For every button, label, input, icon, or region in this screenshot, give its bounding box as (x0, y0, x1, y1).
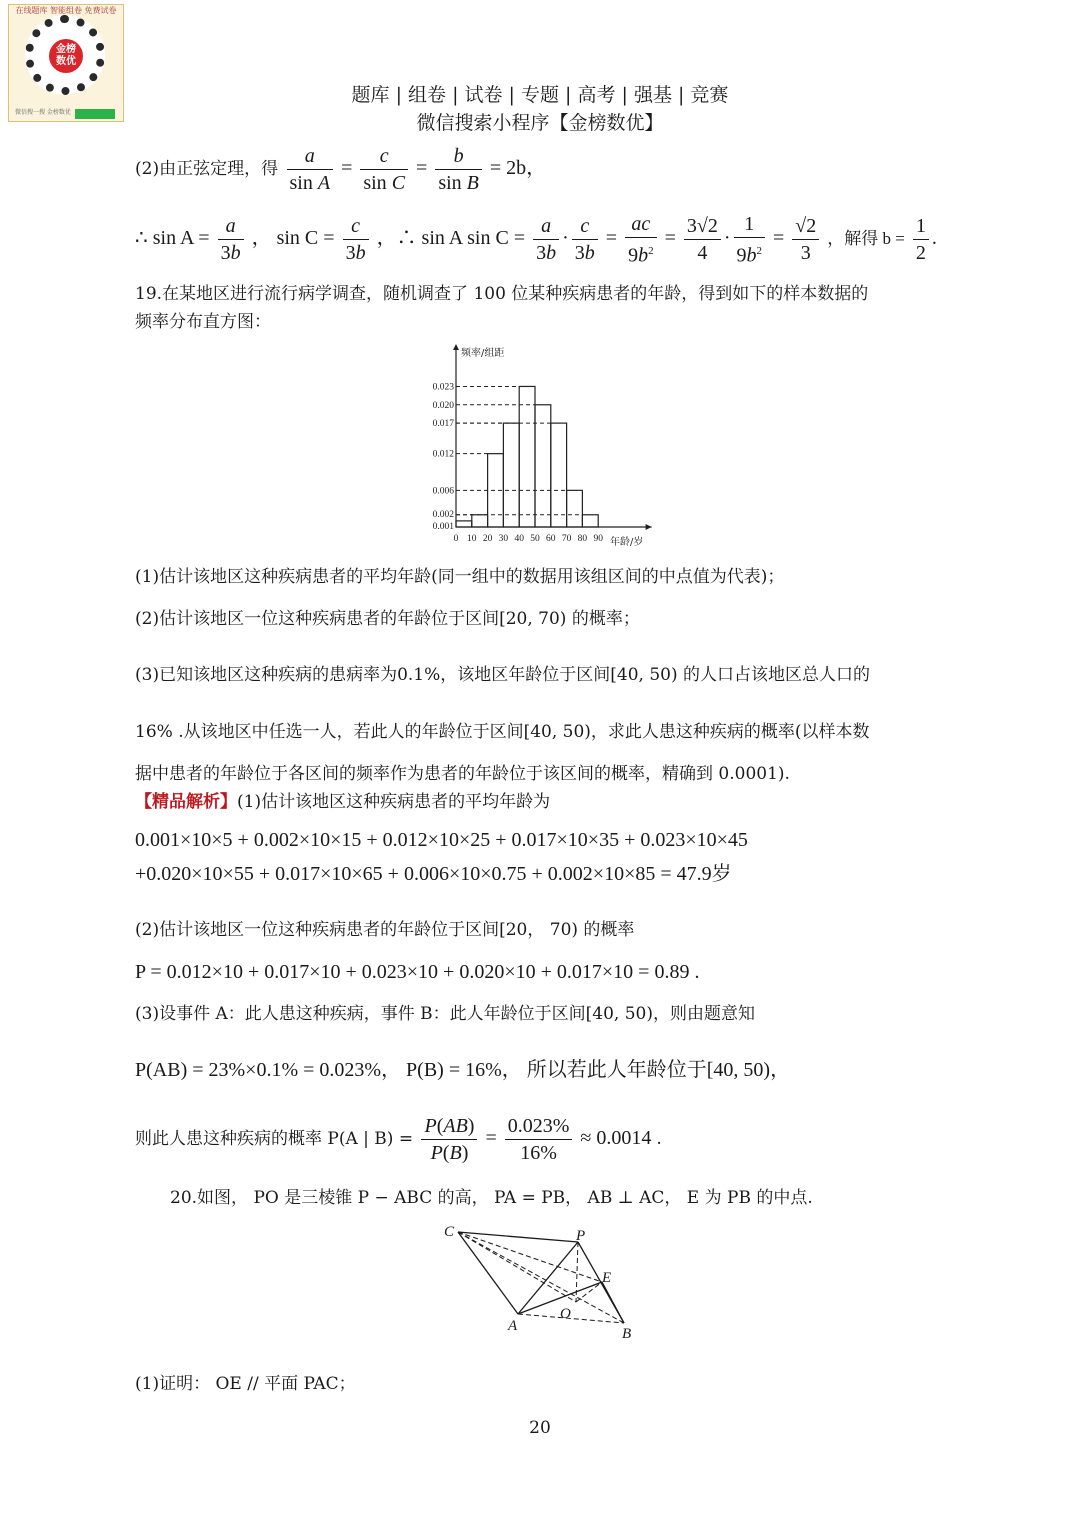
prev-therefore-line: ∴ sin A = $\frac{a}{3b}$ ， sin C = $\frac{c}{3b}$ ，∴ sin A sin C = $\frac{a}{3b}$ · $\frac{c}{3b}$ = $\frac{ac}{9b^2}$ = $\frac{3√2}{4}$ · $\frac{1}{9b^2}$ = $\frac{√2}{3}$ ，解得 b = $\frac{1}{2}$ . (135, 212, 937, 267)
dashed-AB (518, 1314, 624, 1323)
vertex-B-label: B (622, 1326, 632, 1342)
histogram-bar-40-50 (519, 386, 535, 527)
prev-solve-label: ，解得 b = (827, 229, 905, 248)
calc1-line1: 0.001×10×5 + 0.002×10×15 + 0.012×10×25 + 0.017×10×35 + 0.023×10×45 (135, 829, 748, 851)
pyramid-diagram (438, 1218, 638, 1343)
prev-therefore-sina: ∴ sin A = (135, 227, 210, 249)
histogram-y-tick: 0.020 (432, 400, 454, 411)
q19-sub1: (1)估计该地区这种疾病患者的平均年龄(同一组中的数据用该组区间的中点值为代表)； (135, 567, 785, 587)
header-nav: 题库 | 组卷 | 试卷 | 专题 | 高考 | 强基 | 竞赛 (351, 84, 729, 106)
vertex-E-label: E (602, 1270, 612, 1286)
dashed-OE (576, 1282, 602, 1302)
histogram-bar-10-20 (472, 515, 488, 527)
q20-stem: 20.如图， PO 是三棱锥 P − ABC 的高， PA = PB， AB ⊥ AC， E 为 PB 的中点. (170, 1188, 813, 1208)
histogram-y-tick: 0.006 (432, 486, 454, 497)
histogram-x-tick: 40 (514, 534, 524, 544)
histogram-y-label: 频率/组距 (461, 348, 505, 359)
histogram-x-tick: 20 (482, 534, 493, 544)
frequency-histogram (410, 338, 670, 553)
y-axis-arrow-icon (453, 344, 459, 350)
histogram-x-tick: 0 (453, 534, 459, 544)
histogram-x-tick: 30 (498, 534, 509, 544)
histogram-y-tick: 0.023 (432, 382, 454, 393)
vertex-C-label: C (444, 1224, 455, 1240)
calc3-line: P(AB) = 23%×0.1% = 0.023%， P(B) = 16%， 所以若此人年龄位于[40, 50)， (135, 1059, 791, 1081)
page-number: 20 (529, 1418, 551, 1438)
solution-tag: 【精品解析】 (135, 792, 237, 812)
edge-CP (458, 1232, 578, 1242)
logo-top-text: 在线题库 智能组卷 免费试卷 (15, 6, 117, 15)
histogram-bar-30-40 (503, 423, 519, 527)
calc2-line: P = 0.012×10 + 0.017×10 + 0.023×10 + 0.020×10 + 0.017×10 = 0.89 . (135, 961, 700, 983)
q19-stem-line2: 频率分布直方图： (135, 312, 271, 332)
histogram-bar-80-90 (582, 515, 598, 527)
header-subtitle: 微信搜索小程序【金榜数优】 (416, 112, 664, 134)
logo-center-text: 金榜 数优 (49, 39, 83, 73)
q19-stem-line1: 19.在某地区进行流行病学调查，随机调查了 100 位某种疾病患者的年龄，得到如下的样本数据的 (135, 284, 869, 304)
histogram-x-tick: 10 (467, 534, 477, 544)
histogram-bar-0-10 (456, 521, 472, 527)
vertex-O-label: O (560, 1306, 571, 1322)
q20-sub1: (1)证明： OE // 平面 PAC； (135, 1374, 356, 1394)
histogram-x-tick: 60 (546, 534, 556, 544)
q19-solution-head (135, 790, 550, 814)
prev-end-dot: . (931, 227, 937, 249)
histogram-x-tick: 70 (561, 534, 572, 544)
histogram-y-tick: 0.017 (432, 419, 454, 430)
histogram-x-label: 年龄/岁 (610, 537, 644, 548)
prev-part2-prefix: (2)由正弦定理，得 (135, 159, 279, 179)
vertex-A-label: A (508, 1318, 518, 1334)
histogram-y-tick: 0.001 (432, 521, 454, 532)
prev-sinc-label: ， sin C = (251, 227, 335, 249)
histogram-bar-60-70 (551, 423, 567, 527)
dashed-PO (576, 1242, 578, 1302)
prev-part2-line: (2)由正弦定理，得 $\frac{a}{\text{sin A}}$ = $\frac{c}{\text{sin C}}$ = $\frac{b}{\text{sin B}}$ = 2b， (135, 144, 547, 194)
logo-bottom-label: 微信搜一搜 金榜数优 (15, 109, 71, 116)
histogram-x-tick: 90 (593, 534, 603, 544)
q19-sub3-line3: 据中患者的年龄位于各区间的频率作为患者的年龄位于该区间的概率，精确到 0.0001). (135, 764, 790, 784)
histogram-bar-70-80 (567, 490, 583, 527)
dashed-CB (458, 1232, 624, 1323)
solution-part2: (2)估计该地区一位这种疾病患者的年龄位于区间[20， 70) 的概率 (135, 920, 635, 940)
q19-sub2: (2)估计该地区一位这种疾病患者的年龄位于区间[20, 70) 的概率； (135, 609, 640, 629)
edge-CA (458, 1232, 518, 1314)
final-prefix: 则此人患这种疾病的概率 P(A | B) = (135, 1129, 414, 1149)
histogram-y-tick: 0.012 (432, 449, 454, 460)
q19-sub3-line1: (3)已知该地区这种疾病的患病率为0.1%，该地区年龄位于区间[40, 50) 的人口占该地区总人口的 (135, 665, 871, 685)
final-probability-line: 则此人患这种疾病的概率 P(A | B) = $\frac{P(AB)}{P(B)}$ = $\frac{0.023\%}{16\%}$ ≈ 0.0014 . (135, 1114, 662, 1164)
vertex-P-label: P (576, 1228, 586, 1244)
solution-part3: (3)设事件 A：此人患这种疾病，事件 B：此人年龄位于区间[40, 50)，则由题意知 (135, 1004, 755, 1024)
prev-product-label: ，∴ sin A sin C = (376, 227, 526, 249)
histogram-x-tick: 50 (530, 534, 540, 544)
x-axis-arrow-icon (646, 524, 652, 530)
solution-part1: (1)估计该地区这种疾病患者的平均年龄为 (237, 792, 551, 812)
calc1-line2: +0.020×10×55 + 0.017×10×65 + 0.006×10×0.75 + 0.002×10×85 = 47.9岁 (135, 863, 732, 885)
histogram-y-tick: 0.002 (432, 509, 454, 520)
prev-part2-suffix: = 2b， (489, 157, 547, 179)
histogram-x-tick: 80 (577, 534, 588, 544)
q19-sub3-line2: 16% .从该地区中任选一人，若此人的年龄位于区间[40, 50)，求此人患这种疾病的概率(以样本数 (135, 722, 870, 742)
final-end: . (656, 1129, 662, 1149)
